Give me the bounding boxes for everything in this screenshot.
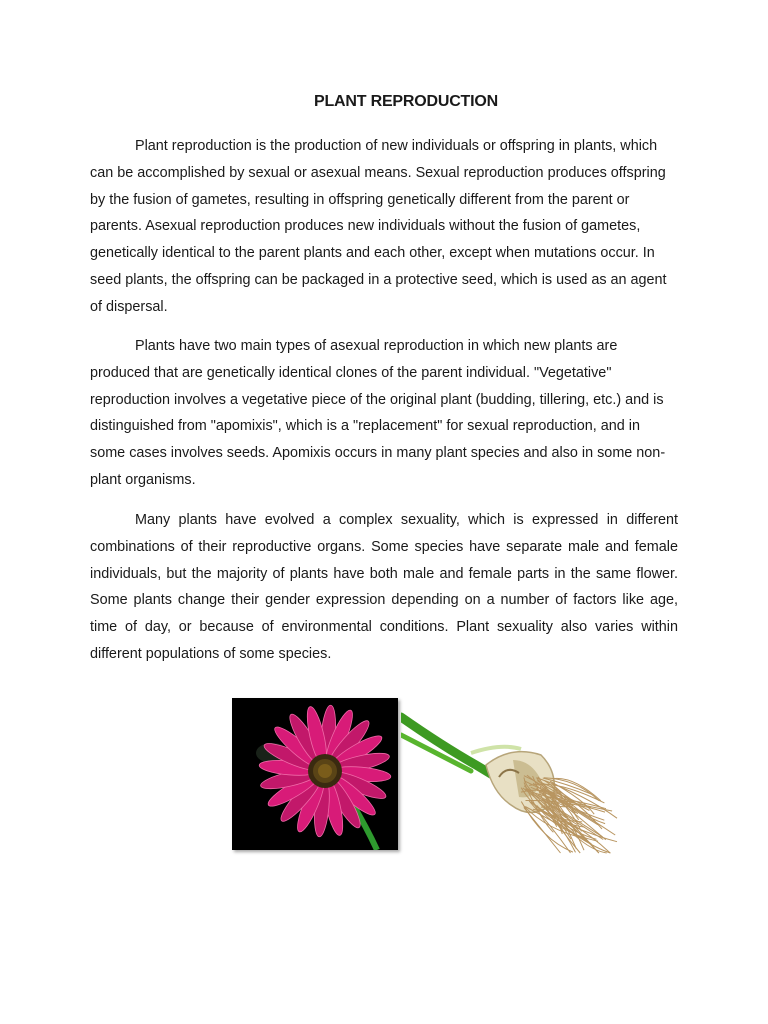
- paragraph-sexuality: Many plants have evolved a complex sexuality, which is expressed in different combinations of their reproductive organs. Some species have separate male and female individuals, but the majority of plants have both male and female parts in the same flower. Some plants change their gender expression depending on a number of factors like age, time of day, or because of environmental conditions. Plant sexuality also varies within different populations of some species.: [90, 512, 678, 662]
- paragraph-intro: Plant reproduction is the production of new individuals or offspring in plants, which can be accomplished by sexual or asexual means. Sexual reproduction produces offspring by the fusion of gametes, resulting in offspring genetically different from the parent or parents. Asexual reproduction produces new individuals without the fusion of gametes, genetically identical to the parent plants and each other, except when mutations occur. In seed plants, the offspring can be packaged in a protective seed, which is used as an agent of dispersal.: [90, 138, 667, 315]
- paragraph-asexual: Plants have two main types of asexual reproduction in which new plants are produced that are genetically identical clones of the parent individual. "Vegetative" reproduction involves a vegetative piece of the original plant (budding, tillering, etc.) and is distinguished from "apomixis", which is a "replacement" for sexual reproduction, and in some cases involves seeds. Apomixis occurs in many plant species and also in some non-plant organisms.: [90, 338, 666, 488]
- flower-image: [232, 698, 398, 850]
- bulb-root: [533, 809, 610, 853]
- pink-flower-icon: [232, 698, 398, 850]
- bulb-with-roots-icon: [401, 705, 619, 855]
- page-title: PLANT REPRODUCTION: [314, 93, 498, 110]
- bulb-image: [401, 705, 619, 855]
